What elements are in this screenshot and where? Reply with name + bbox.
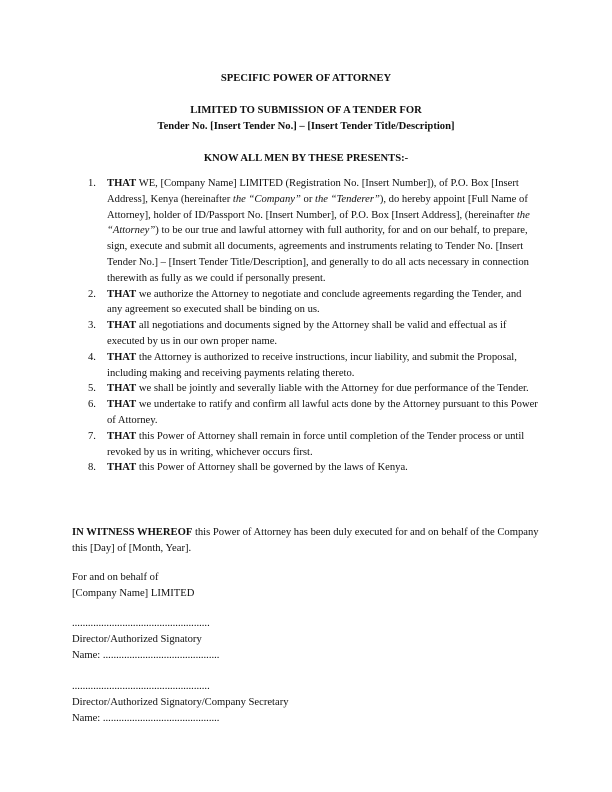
clause-item bbox=[88, 287, 539, 319]
clause-text: the Attorney is authorized to receive instructions, incur liability, and submit the Proposal, including making and receiving payments relating thereto. bbox=[107, 351, 517, 379]
clause-defined-term: the “Tenderer” bbox=[315, 193, 380, 205]
clause-item bbox=[88, 460, 539, 476]
clause-text: we authorize the Attorney to negotiate and conclude agreements regarding the Tender, and any agreement so executed shall be binding on us. bbox=[107, 288, 522, 316]
clause-lead: THAT bbox=[107, 288, 137, 300]
document-subtitle: LIMITED TO SUBMISSION OF A TENDER FOR bbox=[190, 105, 422, 116]
clause-item bbox=[88, 318, 539, 350]
clause-text: ), do hereby appoint [Full Name of Attorney], holder of ID/Passport No. [Insert Number], of P.O. Box [Insert Address], (hereinafter bbox=[107, 193, 528, 221]
on-behalf-block bbox=[72, 570, 542, 602]
salutation: KNOW ALL MEN BY THESE PRESENTS:- bbox=[203, 153, 409, 164]
clause-number: 4. bbox=[88, 351, 96, 363]
signature-line: .................................................... bbox=[72, 618, 210, 629]
clause-number: 5. bbox=[88, 383, 96, 395]
clause-text: we shall be jointly and severally liable with the Attorney for due performance of the Tender. bbox=[136, 383, 529, 395]
witness-text: this Power of Attorney has been duly executed for and on behalf of the Company this [Day] of [Month, Year]. bbox=[72, 527, 539, 554]
clause-item bbox=[88, 350, 539, 382]
clause-number: 3. bbox=[88, 320, 96, 332]
signature-block-director bbox=[72, 616, 542, 663]
signatory-title: Director/Authorized Signatory/Company Secretary bbox=[72, 696, 289, 708]
clause-lead: THAT bbox=[107, 351, 137, 363]
clause-number: 7. bbox=[88, 430, 96, 442]
clause-lead: THAT bbox=[107, 383, 137, 395]
clause-lead: THAT bbox=[107, 430, 137, 442]
clause-number: 8. bbox=[88, 462, 96, 474]
clause-lead: THAT bbox=[107, 178, 137, 189]
clause-item bbox=[88, 381, 539, 397]
clause-text: ) to be our true and lawful attorney with full authority, for and on our behalf, to prepare, sign, execute and submit all documents, agreements and instruments relating to Tender No. [Insert Tender No.] – [Insert Tender Title/Description], and generally to do all acts necessary in connection therewith as fully as we could if personally present. bbox=[107, 225, 529, 284]
clause-defined-term: the “Attorney” bbox=[107, 209, 530, 237]
clause-lead: THAT bbox=[107, 399, 137, 411]
signature-block-secretary bbox=[72, 679, 542, 726]
clause-number: 6. bbox=[88, 399, 96, 411]
clause-lead: THAT bbox=[107, 320, 137, 332]
signatory-title: Director/Authorized Signatory bbox=[72, 633, 202, 645]
witness-lead: IN WITNESS WHEREOF bbox=[72, 527, 193, 538]
clause-lead: THAT bbox=[107, 462, 137, 474]
signatory-name-field: Name: ............................................ bbox=[72, 649, 220, 661]
clause-text: all negotiations and documents signed by the Attorney shall be valid and effectual as if executed by us in our own proper name. bbox=[107, 320, 507, 347]
clause-number: 2. bbox=[88, 288, 96, 300]
clause-number: 1. bbox=[88, 178, 96, 189]
clause-item bbox=[88, 397, 539, 429]
clause-defined-term: the “Company” bbox=[232, 193, 301, 205]
tender-reference: Tender No. [Insert Tender No.] – [Insert Tender Title/Description] bbox=[157, 121, 455, 132]
clause-item bbox=[88, 429, 539, 461]
document-title: SPECIFIC POWER OF ATTORNEY bbox=[220, 73, 392, 84]
signatory-name-field: Name: ............................................ bbox=[72, 712, 220, 724]
clause-item bbox=[88, 176, 539, 287]
on-behalf-line: For and on behalf of bbox=[72, 572, 159, 583]
clause-text: WE, [Company Name] LIMITED (Registration No. [Insert Number]), of P.O. Box [Insert Address], Kenya (hereinafter bbox=[107, 178, 519, 205]
clause-text: or bbox=[300, 193, 315, 205]
signature-line: .................................................... bbox=[72, 681, 210, 692]
clause-text: we undertake to ratify and confirm all lawful acts done by the Attorney pursuant to this Power of Attorney. bbox=[107, 399, 538, 426]
clauses-list bbox=[0, 176, 539, 476]
clause-text: this Power of Attorney shall be governed by the laws of Kenya. bbox=[136, 462, 408, 474]
witness-clause bbox=[72, 525, 542, 557]
company-name-line: [Company Name] LIMITED bbox=[72, 587, 195, 599]
clause-text: this Power of Attorney shall remain in force until completion of the Tender process or until revoked by us in writing, whichever occurs first. bbox=[107, 430, 525, 458]
